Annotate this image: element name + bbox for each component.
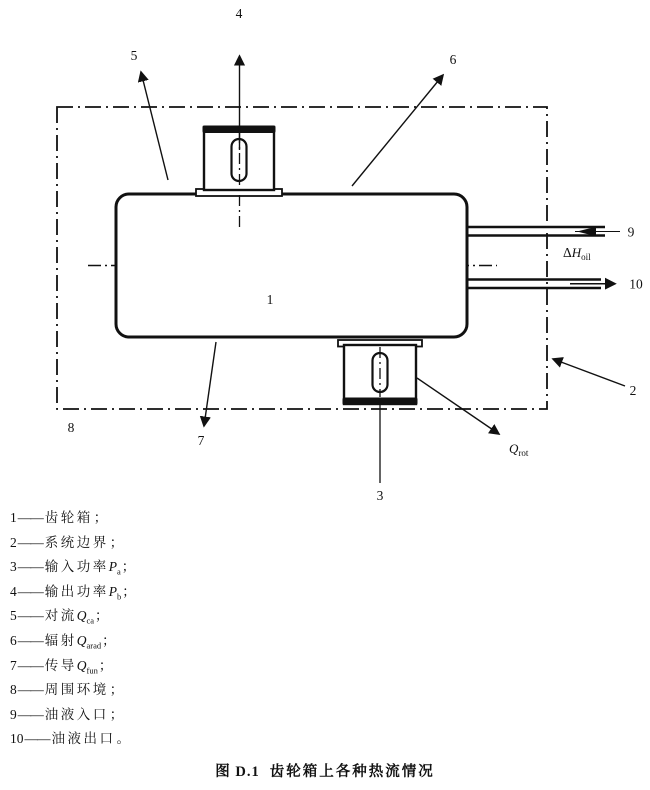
legend-subscript: b (117, 591, 122, 602)
legend-number: 3 (10, 559, 17, 575)
legend-dash: —— (17, 583, 43, 599)
legend-text: 油液入口 (44, 706, 109, 722)
legend-item-5 (10, 604, 430, 629)
legend-dash: —— (17, 510, 43, 525)
legend-punct: ； (98, 657, 113, 673)
figure-caption (0, 760, 650, 781)
legend-item-6 (10, 629, 430, 654)
legend-symbol: Q (76, 608, 87, 624)
q-rot-subscript: rot (518, 448, 529, 458)
legend-punct: ； (121, 559, 136, 575)
legend-text: 传导 (44, 657, 77, 673)
label-8-environment: 8 (67, 420, 75, 435)
legend-number: 9 (10, 706, 17, 722)
legend-item-2 (10, 531, 430, 556)
legend-number: 1 (10, 510, 17, 525)
legend-dash: —— (17, 657, 43, 673)
legend-punct: ； (109, 706, 124, 722)
enthalpy-subscript: oil (581, 252, 591, 262)
legend-text: 输出功率 (44, 583, 109, 599)
legend-punct: 。 (116, 731, 130, 747)
boundary-leader-arrow (553, 359, 625, 386)
legend-symbol: P (108, 583, 117, 599)
legend-dash: —— (17, 682, 43, 698)
legend-text: 输入功率 (44, 559, 109, 575)
label-6-radiation: 6 (449, 52, 457, 67)
q-rot-label (509, 441, 529, 458)
legend-item-9 (10, 703, 430, 728)
convection-arrow (141, 72, 168, 180)
label-9-oil-inlet: 9 (627, 224, 635, 240)
figure-title: 齿轮箱上各种热流情况 (269, 764, 435, 780)
legend-text: 辐射 (44, 632, 77, 648)
legend-punct: ； (109, 682, 124, 698)
delta-symbol: Δ (563, 245, 572, 260)
legend-number: 10 (10, 731, 24, 747)
legend-subscript: fun (86, 665, 98, 676)
legend-dash: —— (17, 632, 43, 648)
legend-symbol: Q (76, 632, 87, 648)
legend-item-8 (10, 678, 430, 703)
legend-number: 6 (10, 632, 17, 648)
legend-dash: —— (17, 706, 43, 722)
legend-dash: —— (24, 731, 50, 747)
legend-punct: ； (122, 583, 136, 599)
label-4-output-power: 4 (235, 6, 243, 21)
enthalpy-symbol: H (571, 245, 582, 260)
legend-text: 对流 (44, 608, 77, 624)
legend-number: 4 (10, 583, 17, 599)
label-10-oil-outlet: 10 (629, 276, 643, 292)
legend-list (10, 506, 430, 752)
legend-symbol: Q (76, 657, 87, 673)
legend-number: 8 (10, 682, 17, 698)
legend-dash: —— (17, 534, 43, 550)
q-rot-symbol: Q (509, 441, 519, 456)
legend-punct: ； (93, 510, 108, 525)
legend-text: 齿轮箱 (44, 510, 93, 525)
legend-number: 2 (10, 534, 17, 550)
conduction-arrow (204, 342, 216, 426)
label-5-convection: 5 (130, 48, 138, 63)
legend-item-4 (10, 580, 430, 605)
legend-dash: —— (17, 608, 43, 624)
delta-h-oil-label (563, 245, 591, 262)
legend-item-10 (10, 727, 430, 752)
q-rot-leader-arrow (417, 378, 499, 434)
legend-punct: ； (95, 608, 109, 624)
bottom-housing-cap (343, 398, 418, 406)
legend-item-3 (10, 555, 430, 580)
legend-punct: ； (109, 534, 124, 550)
label-2-system-boundary: 2 (629, 383, 637, 398)
legend-number: 7 (10, 657, 17, 673)
legend-item-7 (10, 654, 430, 679)
legend-subscript: a (117, 566, 121, 577)
legend-symbol: P (108, 559, 117, 575)
legend-subscript: arad (86, 640, 102, 651)
legend-number: 5 (10, 608, 17, 624)
legend-text: 系统边界 (44, 534, 109, 550)
label-3-input-power: 3 (376, 488, 384, 503)
figure-number: 图 D.1 (215, 764, 260, 780)
gearbox-body (116, 194, 467, 337)
legend-text: 周围环境 (44, 682, 109, 698)
legend-item-1 (10, 506, 430, 531)
legend-text: 油液出口 (51, 731, 116, 747)
legend-punct: ； (102, 632, 116, 648)
legend-dash: —— (17, 559, 43, 575)
legend-subscript: ca (86, 616, 95, 627)
label-7-conduction: 7 (197, 433, 205, 448)
radiation-arrow (352, 75, 443, 186)
label-1-gearbox: 1 (266, 292, 274, 307)
